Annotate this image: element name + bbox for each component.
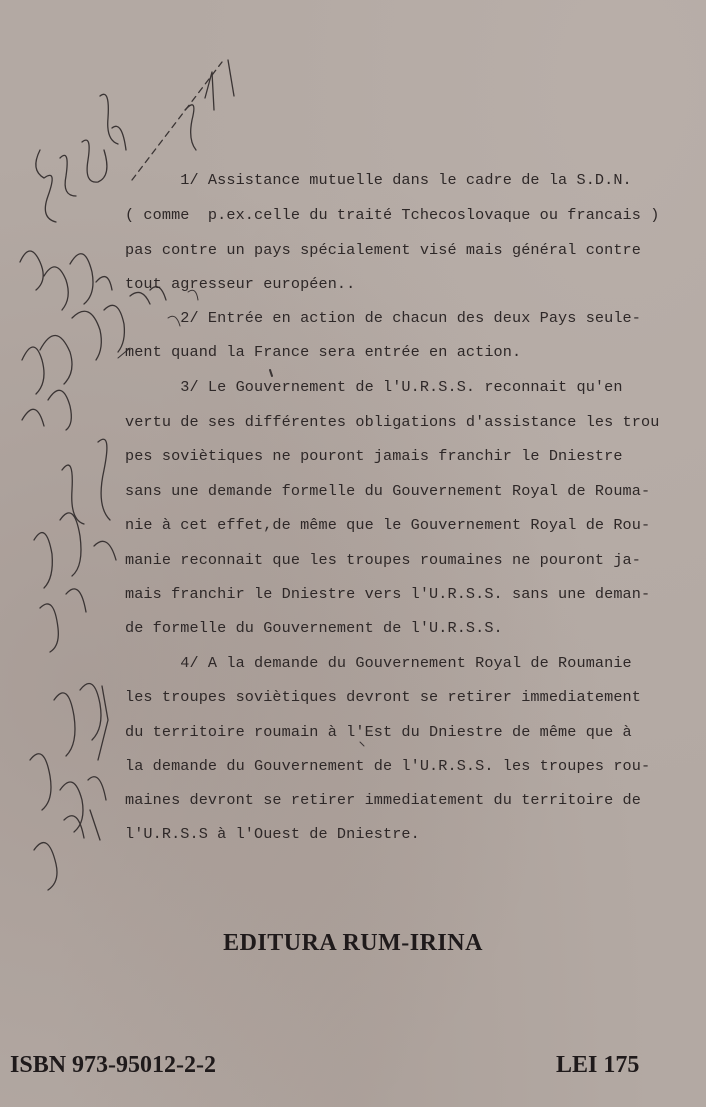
text-line: du territoire roumain à l'Est du Dniestre de même que à [125,723,632,741]
text-line: pes soviètiques ne pouront jamais franchir le Dniestre [125,447,623,465]
text-line: pas contre un pays spécialement visé mais général contre [125,241,641,259]
isbn-number: ISBN 973-95012-2-2 [10,1052,217,1078]
text-line: vertu de ses différentes obligations d'assistance les trou [125,413,660,431]
text-line: tout agresseur européen.. [125,275,356,293]
text-line: la demande du Gouvernement de l'U.R.S.S. les troupes rou- [125,757,651,775]
text-line: ( comme p.ex.celle du traité Tchecoslovaque ou francais ) [125,206,660,224]
text-line: mais franchir le Dniestre vers l'U.R.S.S. sans une deman- [125,585,651,603]
text-line: 1/ Assistance mutuelle dans le cadre de la S.D.N. [125,171,632,189]
text-line: sans une demande formelle du Gouvernement Royal de Rouma- [125,482,651,500]
text-line: maines devront se retirer immediatement du territoire de [125,791,641,809]
price-label: LEI 175 [556,1052,640,1078]
text-line: l'U.R.S.S à l'Ouest de Dniestre. [125,825,420,843]
text-line: manie reconnait que les troupes roumaines ne pouront ja- [125,551,641,569]
text-line: 4/ A la demande du Gouvernement Royal de Roumanie [125,654,632,672]
text-line: de formelle du Gouvernement de l'U.R.S.S. [125,619,503,637]
text-line: les troupes soviètiques devront se retirer immediatement [125,688,641,706]
text-line: 2/ Entrée en action de chacun des deux Pays seule- [125,309,641,327]
text-line: nie à cet effet,de même que le Gouvernement Royal de Rou- [125,516,651,534]
publisher-name: EDITURA RUM-IRINA [223,930,483,956]
text-line: ment quand la France sera entrée en action. [125,343,522,361]
text-line: 3/ Le Gouvernement de l'U.R.S.S. reconnait qu'en [125,378,623,396]
